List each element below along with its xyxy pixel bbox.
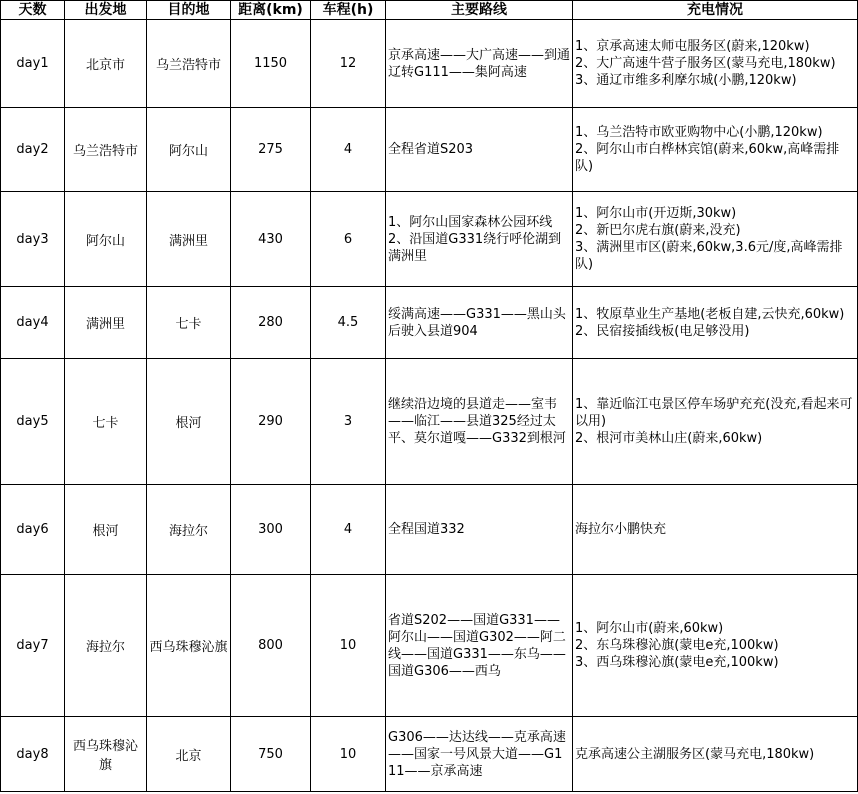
cell-line: 3、通辽市维多利摩尔城(小鹏,120kw): [575, 73, 797, 88]
cell-line: 京承高速——大广高速——到通辽转G111——集阿高速: [388, 47, 571, 80]
cell-line: 1、阿尔山市(开迈斯,30kw): [575, 206, 737, 221]
cell-line: 2、大广高速牛营子服务区(蒙马充电,180kw): [575, 56, 836, 71]
duration-cell: 4: [311, 108, 386, 192]
charging-cell: [573, 485, 858, 575]
from-cell: 西乌珠穆沁旗: [65, 717, 147, 792]
cell-line: 1、乌兰浩特市欧亚购物中心(小鹏,120kw): [575, 125, 823, 140]
table-row: [1, 717, 858, 792]
cell-line: 克承高速公主湖服务区(蒙马充电,180kw): [575, 746, 815, 762]
duration-cell: 4.5: [311, 287, 386, 359]
route-cell: [386, 359, 573, 485]
cell-line: 2、沿国道G331绕行呼伦湖到满洲里: [388, 231, 562, 264]
charging-cell: [573, 287, 858, 359]
table-row: [1, 287, 858, 359]
table-row: [1, 485, 858, 575]
to-cell: 乌兰浩特市: [147, 20, 231, 108]
charging-cell: [573, 20, 858, 108]
route-cell: [386, 717, 573, 792]
route-cell: [386, 287, 573, 359]
from-cell: 阿尔山: [65, 192, 147, 287]
route-cell: [386, 575, 573, 717]
header-day: 天数: [1, 1, 65, 20]
cell-line: 3、西乌珠穆沁旗(蒙电e充,100kw): [575, 655, 779, 670]
day-cell: day3: [1, 192, 65, 287]
day-cell: day2: [1, 108, 65, 192]
to-cell: 根河: [147, 359, 231, 485]
distance-cell: 300: [231, 485, 311, 575]
table-row: [1, 575, 858, 717]
distance-cell: 750: [231, 717, 311, 792]
table-row: [1, 108, 858, 192]
table-row: [1, 359, 858, 485]
charging-cell: [573, 717, 858, 792]
to-cell: 海拉尔: [147, 485, 231, 575]
table-row: [1, 192, 858, 287]
from-cell: 根河: [65, 485, 147, 575]
day-cell: day7: [1, 575, 65, 717]
from-cell: 乌兰浩特市: [65, 108, 147, 192]
to-cell: 满洲里: [147, 192, 231, 287]
charging-cell: [573, 359, 858, 485]
duration-cell: 6: [311, 192, 386, 287]
charging-cell: [573, 108, 858, 192]
day-cell: day4: [1, 287, 65, 359]
charging-cell: [573, 192, 858, 287]
cell-line: 2、东乌珠穆沁旗(蒙电e充,100kw): [575, 638, 779, 653]
cell-line: 2、阿尔山市白桦林宾馆(蔚来,60kw,高峰需排队): [575, 142, 840, 174]
from-cell: 七卡: [65, 359, 147, 485]
cell-line: 省道S202——国道G331——阿尔山——国道G302——阿二线——国道G331——东乌——国道G306——西乌: [388, 612, 566, 679]
route-cell: [386, 108, 573, 192]
cell-line: 全程国道332: [388, 522, 465, 537]
header-from: 出发地: [65, 1, 147, 20]
duration-cell: 12: [311, 20, 386, 108]
to-cell: 西乌珠穆沁旗: [147, 575, 231, 717]
route-cell: [386, 485, 573, 575]
header-route: 主要路线: [386, 1, 573, 20]
day-cell: day5: [1, 359, 65, 485]
cell-line: 1、京承高速太师屯服务区(蔚来,120kw): [575, 39, 810, 54]
duration-cell: 10: [311, 717, 386, 792]
header-row: [1, 1, 858, 20]
distance-cell: 430: [231, 192, 311, 287]
from-cell: 满洲里: [65, 287, 147, 359]
cell-line: 2、根河市美林山庄(蔚来,60kw): [575, 431, 763, 446]
duration-cell: 10: [311, 575, 386, 717]
to-cell: 阿尔山: [147, 108, 231, 192]
cell-line: 1、靠近临江屯景区停车场驴充充(没充,看起来可以用): [575, 397, 853, 429]
header-charging: 充电情况: [573, 1, 858, 20]
duration-cell: 4: [311, 485, 386, 575]
cell-line: 1、牧原草业生产基地(老板自建,云快充,60kw): [575, 306, 845, 322]
from-cell: 北京市: [65, 20, 147, 108]
to-cell: 北京: [147, 717, 231, 792]
to-cell: 七卡: [147, 287, 231, 359]
distance-cell: 1150: [231, 20, 311, 108]
cell-line: 全程省道S203: [388, 142, 474, 157]
charging-cell: [573, 575, 858, 717]
header-to: 目的地: [147, 1, 231, 20]
duration-cell: 3: [311, 359, 386, 485]
route-cell: [386, 192, 573, 287]
distance-cell: 275: [231, 108, 311, 192]
cell-line: 1、阿尔山市(蔚来,60kw): [575, 621, 724, 636]
day-cell: day6: [1, 485, 65, 575]
distance-cell: 280: [231, 287, 311, 359]
cell-line: 2、民宿接插线板(电足够没用): [575, 323, 750, 339]
route-cell: [386, 20, 573, 108]
header-duration: 车程(h): [311, 1, 386, 20]
header-distance: 距离(km): [231, 1, 311, 20]
cell-line: 3、满洲里市区(蔚来,60kw,3.6元/度,高峰需排队): [575, 240, 843, 272]
from-cell: 海拉尔: [65, 575, 147, 717]
distance-cell: 800: [231, 575, 311, 717]
table-row: [1, 20, 858, 108]
cell-line: 继续沿边境的县道走——室韦——临江——县道325经过太平、莫尔道嘎——G332到根河: [388, 397, 566, 446]
cell-line: G306——达达线——克承高速——国家一号风景大道——G111——京承高速: [388, 729, 566, 779]
cell-line: 海拉尔小鹏快充: [575, 522, 667, 537]
day-cell: day1: [1, 20, 65, 108]
distance-cell: 290: [231, 359, 311, 485]
cell-line: 2、新巴尔虎右旗(蔚来,没充): [575, 223, 741, 238]
cell-line: 绥满高速——G331——黑山头后驶入县道904: [388, 306, 566, 339]
cell-line: 1、阿尔山国家森林公园环线: [388, 214, 553, 230]
day-cell: day8: [1, 717, 65, 792]
